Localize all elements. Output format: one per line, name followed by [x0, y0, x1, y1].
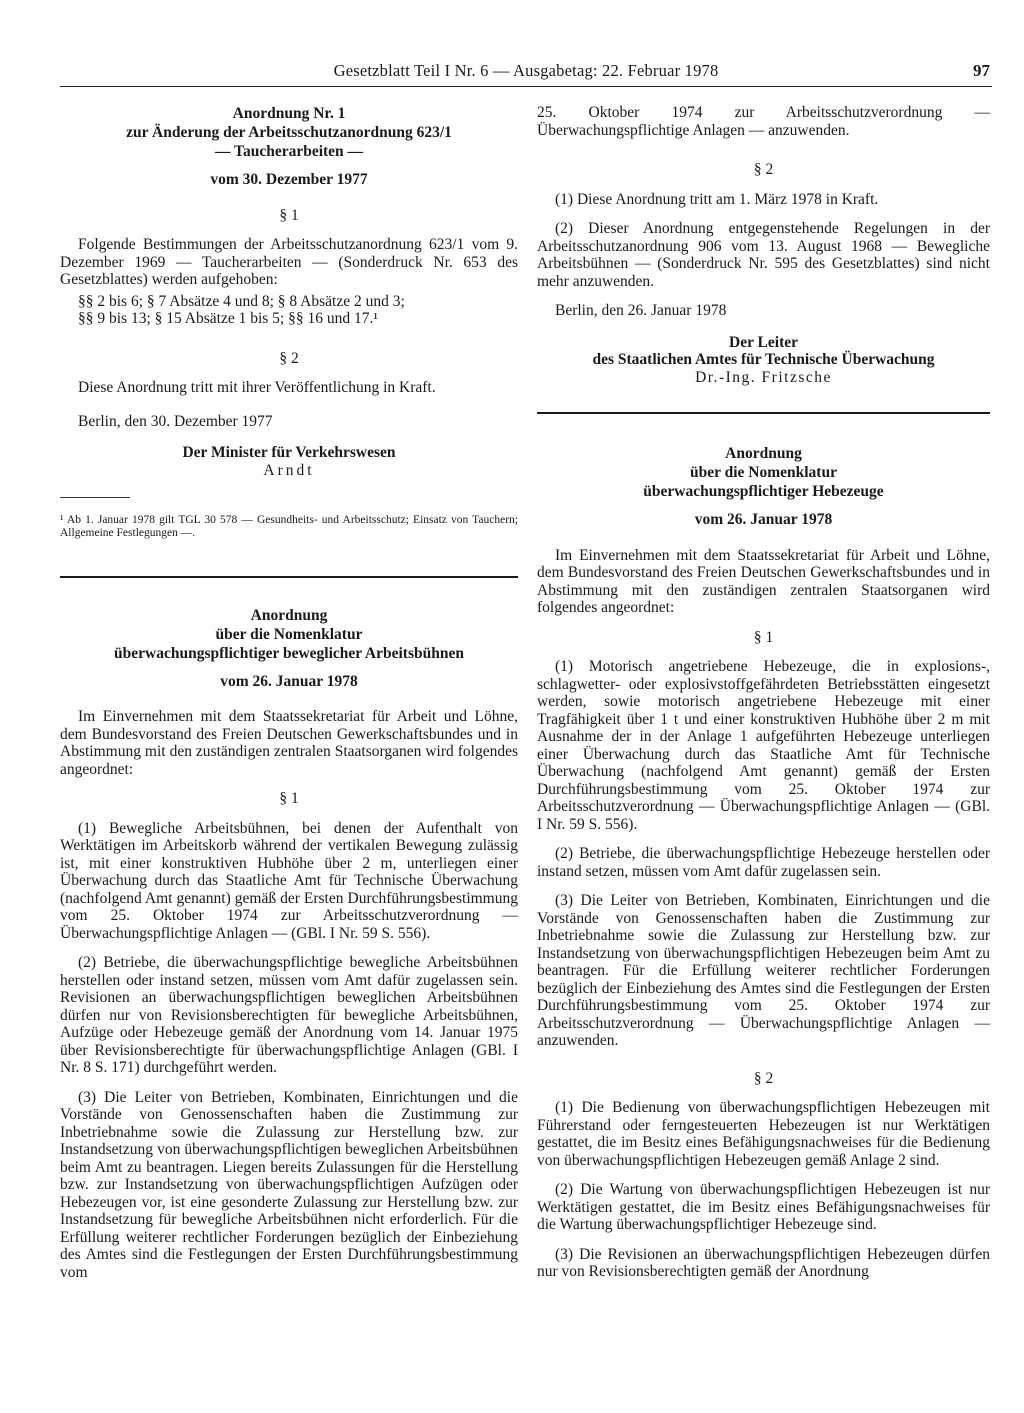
- order2-section-1-para-3-continued: 25. Oktober 1974 zur Arbeitsschutzverordnung — Überwachungspflichtige Anlagen — anzuwenden.: [537, 104, 990, 139]
- order1-repealed-list-line: §§ 9 bis 13; § 15 Absätze 1 bis 5; §§ 16 und 17.¹: [78, 310, 379, 327]
- order3-section-1-para-3: (3) Die Leiter von Betrieben, Kombinaten, Einrichtungen und die Vorstände von Genossenschaften haben die Zustimmung zur Inbetriebnahme sowie die Zulassung zur Herstellung bzw. zur Instandsetzung von überwachungspflichtigen Hebezeugen beim Amt zu beantragen. Für die Erfüllung weiterer rechtlicher Forderungen bezüglich der Einbeziehung des Amtes sind die Festlegungen der Ersten Durchführungsbestimmung vom 25. Oktober 1974 zur Arbeitsschutzverordnung — Überwachungspflichtige Anlagen — anzuwenden.: [537, 892, 990, 1049]
- order3-section-1-heading: § 1: [753, 628, 774, 646]
- order2-signature: [537, 334, 990, 387]
- order1-signature: [60, 444, 518, 479]
- order1-footnote: ¹ Ab 1. Januar 1978 gilt TGL 30 578 — Gesundheits- und Arbeitsschutz; Einsatz von Tauchern; Allgemeine Festlegungen —.: [60, 513, 518, 539]
- order2-title-line: über die Nomenklatur: [215, 625, 363, 643]
- order1-section-1-text: Folgende Bestimmungen der Arbeitsschutzanordnung 623/1 vom 9. Dezember 1969 — Taucherarbeiten — (Sonderdruck Nr. 653 des Gesetzblattes) werden aufgehoben:: [60, 236, 518, 288]
- order3-title-line: Anordnung: [725, 445, 802, 462]
- order2-intro: Im Einvernehmen mit dem Staatssekretariat für Arbeit und Löhne, dem Bundesvorstand des Freien Deutschen Gewerkschaftsbundes und in Abstimmung mit den zuständigen zentralen Staatsorganen wird folgendes angeordnet:: [60, 708, 518, 778]
- order1-title-line: Anordnung Nr. 1: [232, 105, 346, 122]
- order1-section-2-text: Diese Anordnung tritt mit ihrer Veröffentlichung in Kraft.: [78, 379, 436, 396]
- footnote-rule: [60, 497, 130, 502]
- order2-signer-title-line: Der Leiter: [729, 333, 798, 351]
- order2-signer-name: Dr.-Ing. Fritzsche: [695, 368, 832, 386]
- order3-section-2-para-1: (1) Die Bedienung von überwachungspflichtigen Hebezeugen mit Führerstand oder ferngesteuerten Hebezeugen ist nur Werktätigen gestattet, die im Besitz eines Befähigungsnachweises für die Bedienung von überwachungspflichtigen Hebezeugen gemäß Anlage 2 sind.: [537, 1099, 990, 1169]
- order3-title-line: über die Nomenklatur: [690, 464, 837, 481]
- order3-section-2-heading: § 2: [753, 1069, 774, 1087]
- order1-section-1-heading: § 1: [279, 206, 299, 224]
- order2-section-2-heading: § 2: [753, 161, 774, 178]
- order2-section-1-para-1: (1) Bewegliche Arbeitsbühnen, bei denen der Aufenthalt von Werktätigen im Arbeitskorb während der vertikalen Bewegung zulässig ist, mit einer konstruktiven Hubhöhe über 2 m, unterliegen einer Überwachung durch das Staatliche Amt für Technische Überwachung (nachfolgend Amt genannt) gemäß der Ersten Durchführungsbestimmung vom 25. Oktober 1974 zur Arbeitsschutzverordnung — Überwachungspflichtige Anlagen — (GBl. I Nr. 59 S. 556).: [60, 819, 518, 942]
- order2-section-2-para-2: (2) Dieser Anordnung entgegenstehende Regelungen in der Arbeitsschutzanordnung 906 vom 13. August 1968 — Bewegliche Arbeitsbühnen — (Sonderdruck Nr. 595 des Gesetzblattes) sind nicht mehr anzuwenden.: [537, 220, 990, 290]
- section-divider: [537, 412, 990, 414]
- order2-section-1-para-3: (3) Die Leiter von Betrieben, Kombinaten, Einrichtungen und die Vorstände von Genossenschaften haben die Zustimmung zur Inbetriebnahme sowie die Zulassung zur Herstellung bzw. zur Instandsetzung von überwachungspflichtigen beweglichen Arbeitsbühnen beim Amt zu beantragen. Liegen bereits Zulassungen für die Herstellung bzw. zur Instandsetzung von überwachungspflichtigen Aufzügen oder Hebezeugen vor, ist eine gesonderte Zulassung zur Herstellung bzw. zur Instandsetzung für bewegliche Arbeitsbühnen nicht erforderlich. Für die Erfüllung weiterer rechtlicher Forderungen bezüglich der Einbeziehung des Amtes sind die Festlegungen der Ersten Durchführungsbestimmung vom: [60, 1088, 518, 1281]
- order2-place-date: Berlin, den 26. Januar 1978: [555, 302, 727, 319]
- order3-intro: Im Einvernehmen mit dem Staatssekretariat für Arbeit und Löhne, dem Bundesvorstand des Freien Deutschen Gewerkschaftsbundes und in Abstimmung mit den zuständigen zentralen Staatsorganen wird folgendes angeordnet:: [537, 546, 990, 616]
- order1-place-date: Berlin, den 30. Dezember 1977: [78, 412, 273, 430]
- order1-title-line: zur Änderung der Arbeitsschutzanordnung 623/1: [126, 124, 452, 141]
- order3-date: vom 26. Januar 1978: [694, 511, 833, 528]
- order3-title-line: überwachungspflichtiger Hebezeuge: [643, 483, 884, 500]
- order2-section-1-para-2: (2) Betriebe, die überwachungspflichtige bewegliche Arbeitsbühnen herstellen oder instand setzen, müssen vom Amt dafür zugelassen sein. Revisionen an überwachungspflichtigen beweglichen Arbeitsbühnen dürfen nur von Revisionsberechtigten für bewegliche Arbeitsbühnen, Aufzüge oder Hebezeuge gemäß der Anordnung vom 14. Januar 1975 über Revisionsberechtigte für überwachungspflichtige Anlagen (GBl. I Nr. 8 S. 171) durchgeführt werden.: [60, 954, 518, 1076]
- order1-title: [60, 104, 518, 161]
- order2-section-2-para-1: (1) Diese Anordnung tritt am 1. März 1978 in Kraft.: [555, 190, 879, 208]
- right-column: [537, 104, 990, 1281]
- header-title: Gesetzblatt Teil I Nr. 6 — Ausgabetag: 22. Februar 1978: [333, 61, 719, 80]
- page-header: [60, 62, 992, 87]
- order1-date: vom 30. Dezember 1977: [210, 171, 368, 188]
- order2-title-line: überwachungspflichtiger beweglicher Arbeitsbühnen: [114, 644, 464, 662]
- order2-date: vom 26. Januar 1978: [220, 672, 358, 690]
- order3-section-1-para-1: (1) Motorisch angetriebene Hebezeuge, die in explosions-, schlagwetter- oder explosivstoffgefährdeten Betriebsstätten eingesetzt werden, sowie motorisch angetriebene Hebezeuge mit einer Tragfähigkeit über 1 t und einer konstruktiven Hubhöhe über 2 m mit Ausnahme der in der Anlage 1 aufgeführten Hebezeuge unterliegen einer Überwachung durch das Staatliche Amt für Technische Überwachung (nachfolgend Amt genannt) gemäß der Ersten Durchführungsbestimmung vom 25. Oktober 1974 zur Arbeitsschutzverordnung — Überwachungspflichtige Anlagen — (GBl. I Nr. 59 S. 556).: [537, 658, 990, 833]
- left-column: [60, 104, 518, 1281]
- order2-section-1-heading: § 1: [279, 790, 299, 807]
- order3-section-1-para-2: (2) Betriebe, die überwachungspflichtige Hebezeuge herstellen oder instand setzen, müssen vom Amt dafür zugelassen sein.: [537, 845, 990, 880]
- order1-signer-title: Der Minister für Verkehrswesen: [182, 444, 396, 461]
- section-divider: [60, 576, 518, 578]
- order3-section-2-para-3: (3) Die Revisionen an überwachungspflichtigen Hebezeugen dürfen nur von Revisionsberechtigten gemäß der Anordnung: [537, 1245, 990, 1280]
- order3-title: [537, 444, 990, 501]
- page-number: 97: [973, 61, 990, 80]
- order1-title-line: — Taucherarbeiten —: [214, 143, 364, 160]
- order3-section-2-para-2: (2) Die Wartung von überwachungspflichtigen Hebezeugen ist nur Werktätigen gestattet, die im Besitz eines Befähigungsnachweises für die Wartung überwachungspflichtiger Hebezeuge sind.: [537, 1181, 990, 1233]
- order1-repealed-list-line: §§ 2 bis 6; § 7 Absätze 4 und 8; § 8 Absätze 2 und 3;: [78, 292, 405, 310]
- order1-section-2-heading: § 2: [279, 349, 299, 367]
- order2-title: [60, 606, 518, 663]
- order2-title-line: Anordnung: [250, 606, 328, 624]
- order2-signer-title-line: des Staatlichen Amtes für Technische Überwachung: [592, 351, 935, 368]
- order1-signer-name: Arndt: [263, 461, 315, 479]
